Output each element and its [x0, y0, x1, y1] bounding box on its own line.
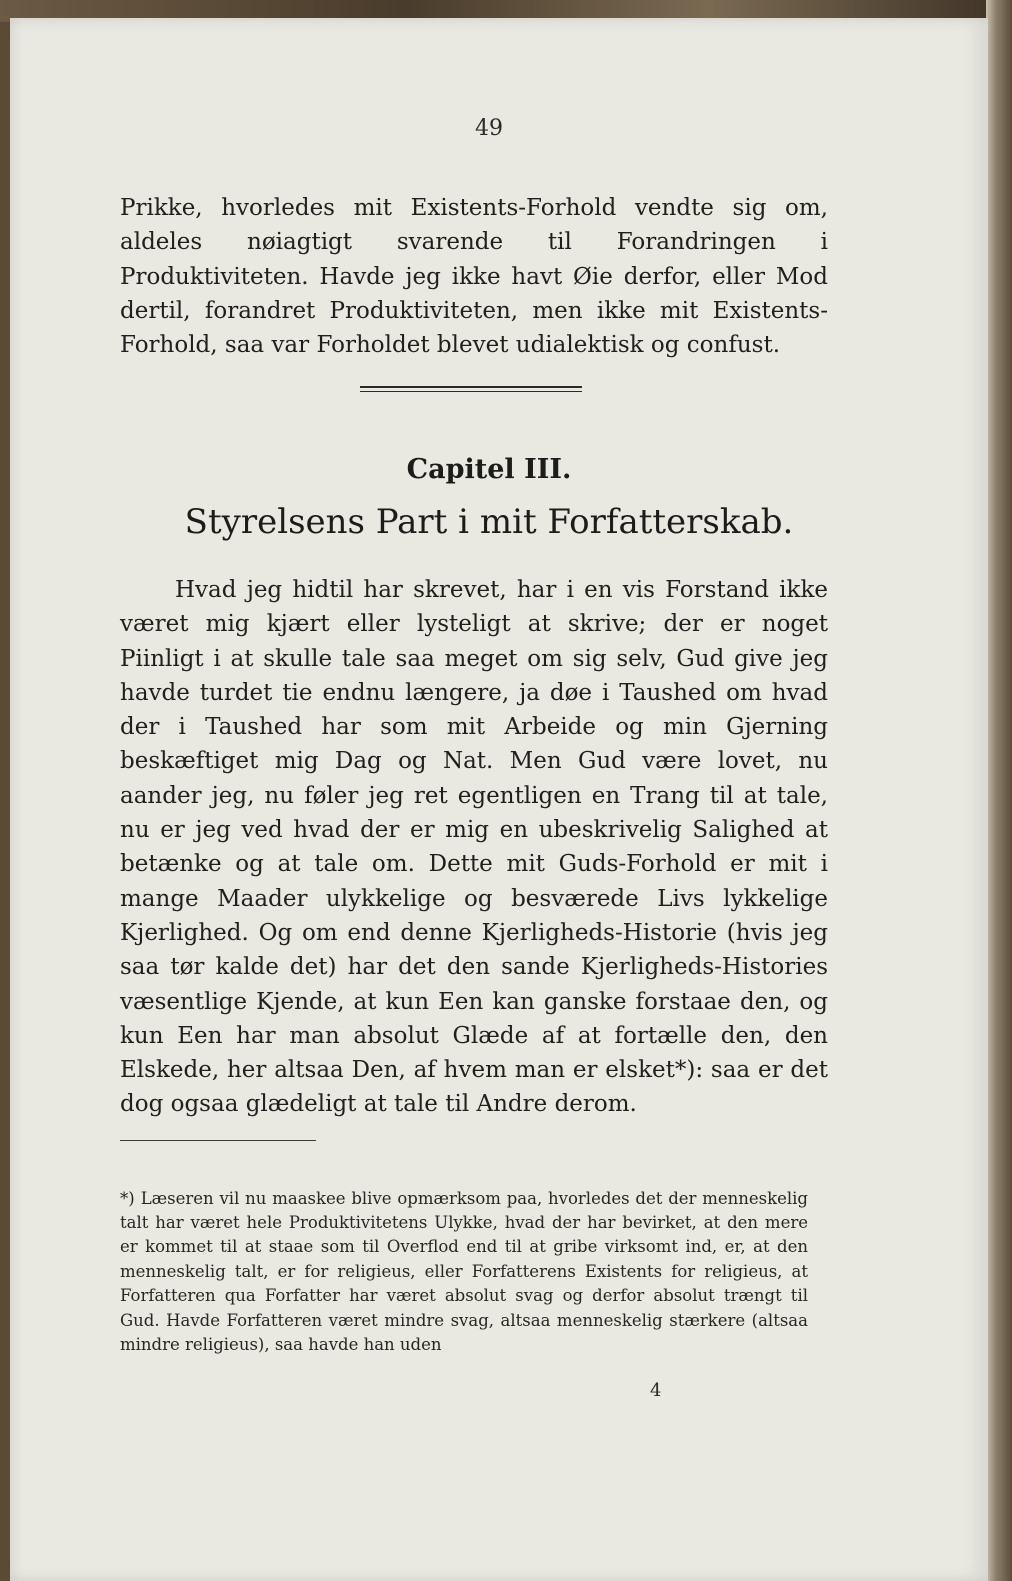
footnote-divider — [120, 1140, 316, 1141]
book-page — [10, 18, 988, 1581]
footnote-marker: *) — [120, 1188, 135, 1208]
paragraph-top: Prikke, hvorledes mit Existents-Forhold vendte sig om, aldeles nøiagtigt svarende til Forandringen i Produktiviteten. Havde jeg ikke havt Øie derfor, eller Mod dertil, forandret Produktiviteten, men ikke mit Existents-Forhold, saa var Forholdet blevet udialektisk og confust. — [120, 195, 828, 359]
signature-mark: 4 — [650, 1380, 662, 1401]
chapter-title: Styrelsens Part i mit Forfatterskab. — [184, 502, 794, 542]
paragraph-main: Hvad jeg hidtil har skrevet, har i en vis Forstand ikke været mig kjært eller lysteligt at skrive; der er noget Piinligt i at skulle tale saa meget om sig selv, Gud give jeg havde turdet tie endnu længere, ja døe i Taushed om hvad der i Taushed har som mit Arbeide og min Gjerning beskæftiget mig Dag og Nat. Men Gud være lovet, nu aander jeg, nu føler jeg ret egentligen en Trang til at tale, nu er jeg ved hvad der er mig en ubeskrivelig Salighed at betænke og at tale om. Dette mit Guds-Forhold er mit i mange Maader ulykkelige og besværede Livs lykkelige Kjerlighed. Og om end denne Kjerligheds-Historie (hvis jeg saa tør kalde det) har det den sande Kjerligheds-Histories væsentlige Kjende, at kun Een kan ganske forstaae den, og kun Een har man absolut Glæde af at fortælle den, den Elskede, her altsaa Den, af hvem man er elsket*): saa er det dog ogsaa glædeligt at tale til Andre derom. — [120, 577, 828, 1118]
section-divider — [360, 386, 582, 392]
book-right-edge — [986, 0, 1012, 1581]
chapter-label: Capitel III. — [406, 454, 572, 485]
footnote — [120, 1187, 808, 1358]
footnote-text: Læseren vil nu maaskee blive opmærksom paa, hvorledes det der menneskelig talt har været hele Produktivitetens Ulykke, hvad der har bevirket, at den mere er kommet til at staae som til Overflod end til at gribe virksomt ind, er, at den menneskelig talt, er for religieus, eller Forfatterens Existents for religieus, at Forfatteren qua Forfatter har været absolut svag og derfor absolut trængt til Gud. Havde Forfatteren været mindre svag, altsaa menneskelig stærkere (altsaa mindre religieus), saa havde han uden — [120, 1188, 808, 1354]
page-number: 49 — [475, 116, 503, 141]
